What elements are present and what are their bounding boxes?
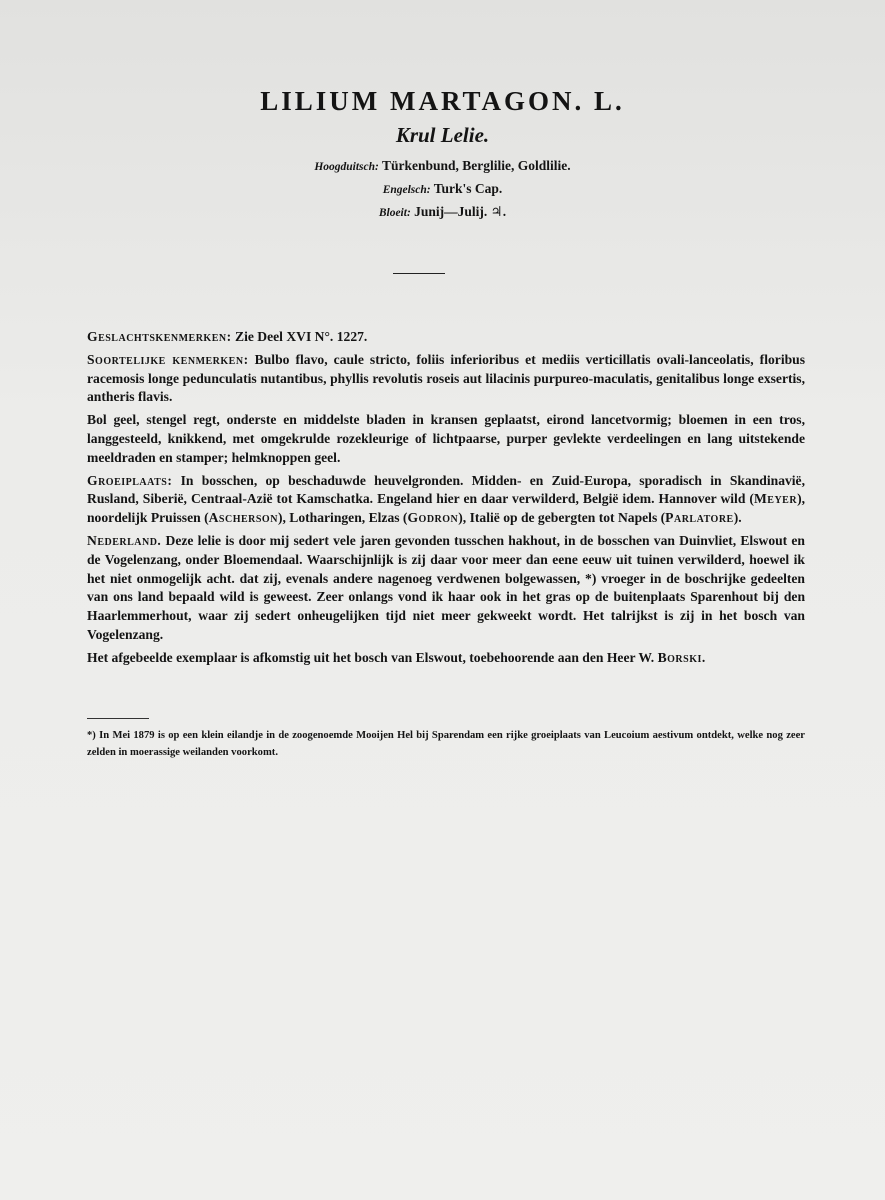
value-flowering: Junij—Julij. ♃.	[414, 204, 507, 219]
text-netherlands: Deze lelie is door mij sedert vele jaren gevonden tusschen hakhout, in de bosschen van Duinvliet, Elswout en de Vogelenzang, onder Bloemendaal. Waarschijnlijk is zij daar voor meer dan eene eeuw uit tuinen verwilderd, hoewel ik het niet onmogelijk acht. dat zij, evenals andere nagenoeg verdwenen bolgewassen, *) vroeger in de boschrijke gedeelten van ons land bepaald wild is geweest. Zeer onlangs vond ik haar ook in het gras op de buitenplaats Sparenhout bij den Haarlemmerhout, waar zij sedert onheugelijken tijd niet meer gekweekt wordt. Het talrijkst is zij in het bosch van Vogelenzang.	[87, 532, 805, 642]
flowering-period	[0, 203, 885, 222]
text-specimen-end: .	[701, 649, 706, 665]
author-godron: Godron	[407, 510, 459, 526]
body-text	[87, 328, 805, 672]
value-english: Turk's Cap.	[433, 181, 503, 196]
heading-habitat: Groeiplaats:	[87, 472, 173, 488]
author-parlatore: Parlatore	[665, 510, 734, 526]
heading-netherlands: Nederland.	[87, 532, 162, 548]
label-flowering: Bloeit:	[378, 207, 411, 219]
common-name-german	[0, 157, 885, 176]
paragraph-netherlands	[87, 532, 805, 645]
text-specimen: Het afgebeelde exemplaar is afkomstig uit het bosch van Elswout, toebehoorende aan den Heer W.	[87, 649, 658, 665]
page-title: LILIUM MARTAGON. L.	[260, 86, 625, 116]
owner-borski: Borski	[657, 649, 702, 665]
text-habitat-2: ), noordelijk Pruissen (	[87, 491, 805, 526]
paragraph-habitat	[87, 472, 805, 528]
text-habitat-5: ).	[733, 510, 742, 526]
author-meyer: Meyer	[753, 491, 798, 507]
author-ascherson: Ascherson	[208, 510, 278, 526]
paragraph-species	[87, 351, 805, 407]
common-name-english	[0, 180, 885, 199]
page-subtitle: Krul Lelie.	[395, 123, 490, 147]
footnote: *) In Mei 1879 is op een klein eilandje in de zoogenoemde Mooijen Hel bij Sparendam een rijke groeiplaats van Leucoium aestivum ontdekt, welke nog zeer zelden in moerassige weilanden voorkomt.	[87, 730, 805, 758]
text-genus: Zie Deel XVI N°. 1227.	[231, 329, 368, 344]
heading-species: Soortelijke kenmerken:	[87, 351, 249, 367]
label-english: Engelsch:	[382, 184, 431, 196]
heading-genus: Geslachtskenmerken:	[87, 329, 232, 344]
paragraph-specimen	[87, 649, 805, 668]
header-divider	[393, 273, 445, 274]
value-german: Türkenbund, Berglilie, Goldlilie.	[382, 158, 571, 173]
footnote-divider	[87, 718, 149, 719]
label-german: Hoogduitsch:	[314, 161, 379, 173]
text-species: Bulbo flavo, caule stricto, foliis inferioribus et mediis verticillatis ovali-lanceolatis, floribus racemosis longe pedunculatis nutantibus, phyllis revolutis roseis aut lilacinis purpureo-maculatis, genitalibus longe exsertis, antheris flavis.	[87, 351, 806, 405]
text-habitat-4: ), Italië op de gebergten tot Napels (	[458, 510, 666, 526]
text-habitat-1: In bosschen, op beschaduwde heuvelgronden. Midden- en Zuid-Europa, sporadisch in Skandinavië, Rusland, Siberië, Centraal-Azië tot Kamschatka. Engeland hier en daar verwilderd, België idem. Hannover wild (	[87, 472, 805, 507]
text-habitat-3: ), Lotharingen, Elzas (	[277, 510, 408, 526]
paragraph-genus	[87, 328, 805, 347]
paragraph-description: Bol geel, stengel regt, onderste en middelste bladen in kransen geplaatst, eirond lancetvormig; bloemen in een tros, langgesteeld, knikkend, met omgekrulde rozekleurige of lichtpaarse, purper gevlekte verdeelingen en lang uitstekende meeldraden en stamper; helmknoppen geel.	[87, 412, 805, 465]
